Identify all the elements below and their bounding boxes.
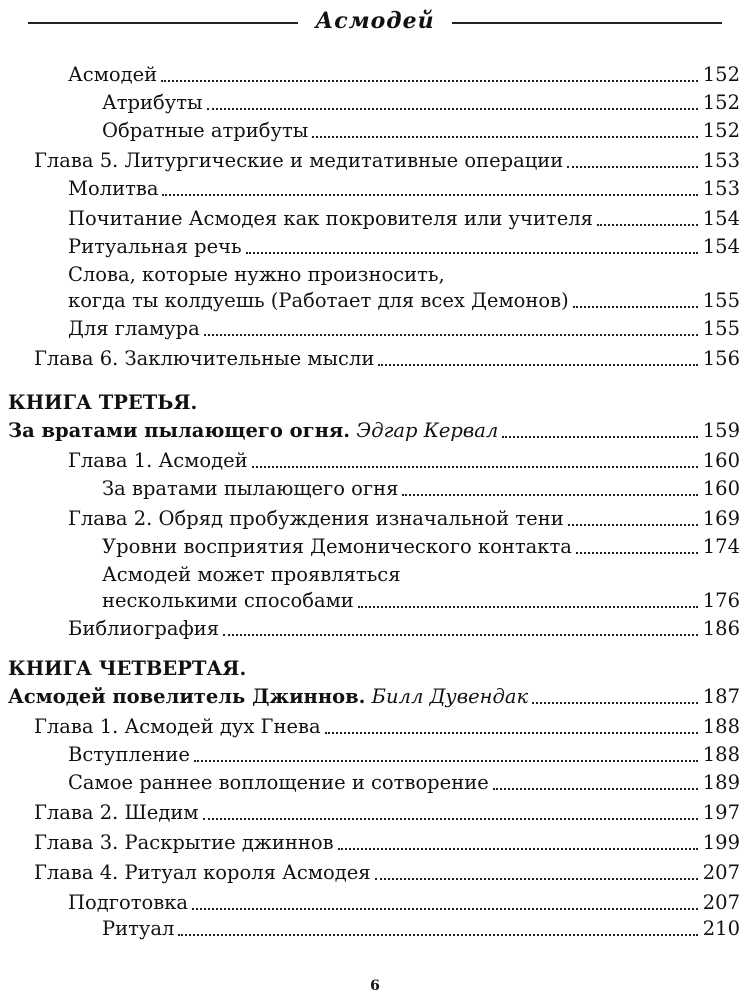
toc-entry: Глава 4. Ритуал короля Асмодея 207 bbox=[34, 861, 740, 884]
toc-entry: Глава 6. Заключительные мысли 156 bbox=[34, 347, 740, 370]
toc-entry: Молитва 153 bbox=[68, 177, 740, 200]
toc-entry: Самое раннее воплощение и сотворение 189 bbox=[68, 771, 740, 794]
page-header bbox=[0, 8, 750, 38]
toc-entry: Асмодей 152 bbox=[68, 63, 740, 86]
toc-entry: Для гламура 155 bbox=[68, 317, 740, 340]
book-title: За вратами пылающего огня. bbox=[8, 419, 351, 442]
book-title: Асмодей повелитель Джиннов. bbox=[8, 685, 366, 708]
toc-entry: Глава 5. Литургические и медитативные операции 153 bbox=[34, 149, 740, 172]
book-heading: КНИГА ЧЕТВЕРТАЯ. bbox=[8, 657, 247, 680]
book-author: Билл Дувендак bbox=[371, 685, 529, 708]
toc-entry: Библиография 186 bbox=[68, 617, 740, 640]
running-title: Асмодей bbox=[315, 8, 435, 34]
toc-entry: За вратами пылающего огня 160 bbox=[102, 477, 740, 500]
toc-entry: Глава 1. Асмодей дух Гнева 188 bbox=[34, 715, 740, 738]
toc-entry: Ритуал 210 bbox=[102, 917, 740, 940]
book-author: Эдгар Кервал bbox=[356, 419, 499, 442]
toc-entry: Обратные атрибуты 152 bbox=[102, 119, 740, 142]
book-title-entry: За вратами пылающего огня. Эдгар Кервал 159 bbox=[8, 419, 740, 442]
book-title-entry: Асмодей повелитель Джиннов. Билл Дувендак 187 bbox=[8, 685, 740, 708]
toc-entry: несколькими способами 176 bbox=[102, 589, 740, 612]
toc-entry: Глава 2. Обряд пробуждения изначальной тени 169 bbox=[68, 507, 740, 530]
toc-entry: Подготовка 207 bbox=[68, 891, 740, 914]
toc-entry: когда ты колдуешь (Работает для всех Демонов) 155 bbox=[68, 289, 740, 312]
toc-entry: Почитание Асмодея как покровителя или учителя 154 bbox=[68, 207, 740, 230]
toc-entry: Глава 2. Шедим 197 bbox=[34, 801, 740, 824]
toc-entry: Атрибуты 152 bbox=[102, 91, 740, 114]
toc-entry: Вступление 188 bbox=[68, 743, 740, 766]
toc-entry-line1: Асмодей может проявляться bbox=[102, 563, 401, 586]
header-rule-right bbox=[452, 22, 722, 24]
toc-entry: Глава 1. Асмодей 160 bbox=[68, 449, 740, 472]
toc-entry: Ритуальная речь 154 bbox=[68, 235, 740, 258]
toc-entry: Глава 3. Раскрытие джиннов 199 bbox=[34, 831, 740, 854]
book-heading: КНИГА ТРЕТЬЯ. bbox=[8, 391, 198, 414]
toc-entry: Уровни восприятия Демонического контакта 174 bbox=[102, 535, 740, 558]
page-number: 6 bbox=[370, 978, 380, 994]
header-rule-left bbox=[28, 22, 298, 24]
toc-entry-line1: Слова, которые нужно произносить, bbox=[68, 263, 445, 286]
